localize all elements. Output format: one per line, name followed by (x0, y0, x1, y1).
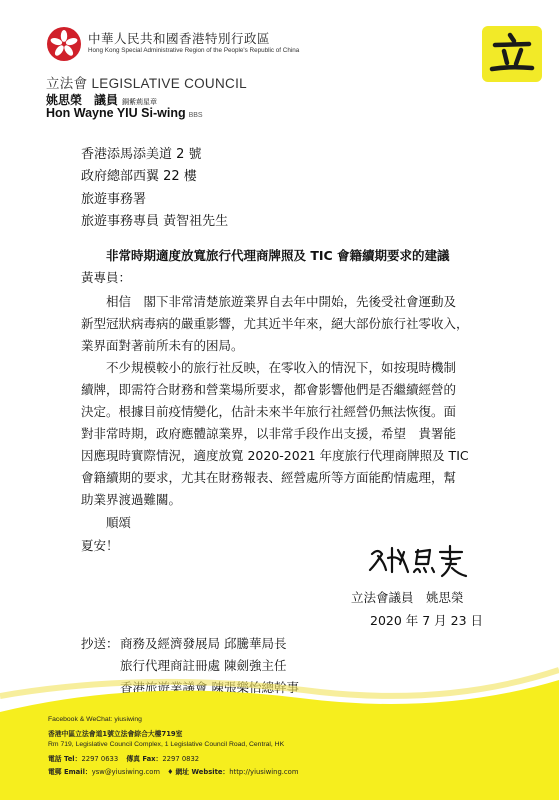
paragraph-line: 續牌，即需符合財務和營業場所要求，都會影響他們是否繼續經營的 (81, 382, 457, 397)
closing-phrase: 順頌 (106, 515, 132, 530)
cc-recipient: 旅行代理商註冊處 陳劍強主任 (120, 658, 287, 673)
government-name-zh: 中華人民共和國香港特別行政區 (88, 31, 271, 46)
council-name: 立法會 LEGISLATIVE COUNCIL (46, 76, 247, 91)
footer-contact: 電郵 Email：ysw@yiusiwing.com ♦ 網址 Website：http://yiusiwing.com (48, 768, 299, 776)
footer-phone: 2297 0633 (81, 755, 119, 763)
member-name-en: Hon Wayne YIU Si-wing BBS (46, 106, 203, 120)
closing-greeting: 夏安！ (81, 538, 119, 553)
signer-title: 立法會議員 姚思榮 (351, 590, 464, 605)
paragraph-line: 相信 閣下非常清楚旅遊業界自去年中開始，先後受社會運動及 (106, 294, 457, 309)
footer-website-link[interactable]: http://yiusiwing.com (229, 768, 299, 776)
paragraph-line: 新型冠狀病毒病的嚴重影響，尤其近半年來，絕大部份旅行社零收入， (81, 316, 469, 331)
letter-title: 非常時期適度放寬旅行代理商牌照及 TIC 會籍續期要求的建議 (106, 248, 450, 263)
government-name-en: Hong Kong Special Administrative Region of the People's Republic of China (88, 47, 300, 54)
recipient-address-line: 政府總部西翼 22 樓 (81, 169, 197, 184)
legco-member-logo-icon (480, 22, 544, 86)
recipient-address-line: 香港添馬添美道 2 號 (81, 147, 202, 162)
member-name-zh: 姚思榮 議員 銅紫荊星章 (46, 93, 158, 107)
recipient-department: 旅遊事務署 (81, 192, 147, 207)
hksar-emblem-icon (46, 26, 82, 62)
paragraph-line: 助業界渡過難關。 (81, 492, 182, 507)
cc-label: 抄送： (81, 636, 119, 651)
footer-address-zh: 香港中區立法會道1號立法會綜合大樓719室 (48, 730, 183, 738)
letter-date: 2020 年 7 月 23 日 (370, 613, 484, 628)
paragraph-line: 對非常時期，政府應體諒業界，以非常手段作出支援，希望 貴署能 (81, 426, 457, 441)
paragraph-line: 業界面對著前所未有的困局。 (81, 338, 244, 353)
footer-email-link[interactable]: ysw@yiusiwing.com (91, 768, 161, 776)
paragraph-line: 因應現時實際情況，適度放寬 2020-2021 年度旅行代理商牌照及 TIC (81, 448, 469, 463)
cc-recipient: 香港旅遊業議會 陳張樂怡總幹事 (120, 680, 299, 695)
recipient-name: 旅遊事務專員 黃智祖先生 (81, 214, 229, 229)
cc-recipient: 商務及經濟發展局 邱騰華局長 (120, 636, 287, 651)
footer-address-en: Rm 719, Legislative Council Complex, 1 Legislative Council Road, Central, HK (48, 741, 285, 748)
paragraph-line: 不少規模較小的旅行社反映，在零收入的情況下，如按現時機制 (106, 360, 457, 375)
salutation: 黃專員： (81, 270, 132, 285)
footer-phone-fax: 電話 Tel：2297 0633 傳真 Fax：2297 0832 (48, 755, 200, 763)
footer-social: Facebook & WeChat: yiusiwing (48, 716, 142, 723)
paragraph-line: 會籍續期的要求，尤其在財務報表、經營處所等方面能酌情處理，幫 (81, 470, 457, 485)
paragraph-line: 決定。根據目前疫情變化，估計未來半年旅行社經營仍無法恢復。面 (81, 404, 457, 419)
footer-fax: 2297 0832 (162, 755, 200, 763)
handwritten-signature (366, 540, 476, 580)
